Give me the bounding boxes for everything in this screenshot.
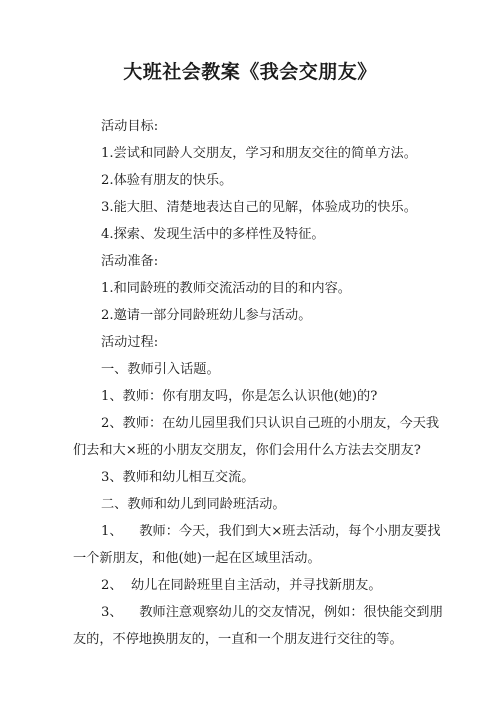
section-heading-goals: 活动目标:: [101, 119, 159, 134]
goal-item-3: 3.能大胆、清楚地表达自己的见解，体验成功的快乐。: [101, 200, 417, 215]
section-heading-process: 活动过程:: [101, 335, 159, 350]
process-step-1-1: 1、教师：你有朋友吗，你是怎么认识他(她)的?: [101, 389, 378, 404]
section-heading-preparation: 活动准备:: [101, 254, 159, 269]
goal-item-4: 4.探索、发现生活中的多样性及特征。: [101, 227, 325, 242]
goal-item-2: 2.体验有朋友的快乐。: [101, 173, 233, 188]
process-step-1-2-line-1: 2、教师：在幼儿园里我们只认识自己班的小朋友，今天我: [101, 416, 440, 431]
goal-item-1: 1.尝试和同龄人交朋友，学习和朋友交往的简单方法。: [101, 146, 417, 161]
process-step-2-1-line-1: 1、 教师：今天，我们到大×班去活动，每个小朋友要找: [101, 524, 441, 539]
process-step-1-2-line-2: 们去和大×班的小朋友交朋友，你们会用什么方法去交朋友?: [73, 443, 421, 458]
preparation-item-1: 1.和同龄班的教师交流活动的目的和内容。: [101, 281, 351, 296]
preparation-item-2: 2.邀请一部分同龄班幼儿参与活动。: [101, 308, 312, 323]
process-part-2-heading: 二、教师和幼儿到同龄班活动。: [101, 497, 286, 512]
process-step-2-1-line-2: 一个新朋友，和他(她)一起在区域里活动。: [73, 551, 321, 566]
process-step-1-3: 3、教师和幼儿相互交流。: [101, 470, 255, 485]
process-step-2-3-line-2: 友的，不停地换朋友的，一直和一个朋友进行交往的等。: [73, 632, 403, 647]
document-title: 大班社会教案《我会交朋友》: [123, 61, 377, 83]
process-step-2-2: 2、 幼儿在同龄班里自主活动，并寻找新朋友。: [101, 578, 382, 593]
process-step-2-3-line-1: 3、 教师注意观察幼儿的交友情况，例如：很快能交到朋: [101, 605, 443, 620]
process-part-1-heading: 一、教师引入话题。: [101, 362, 220, 377]
